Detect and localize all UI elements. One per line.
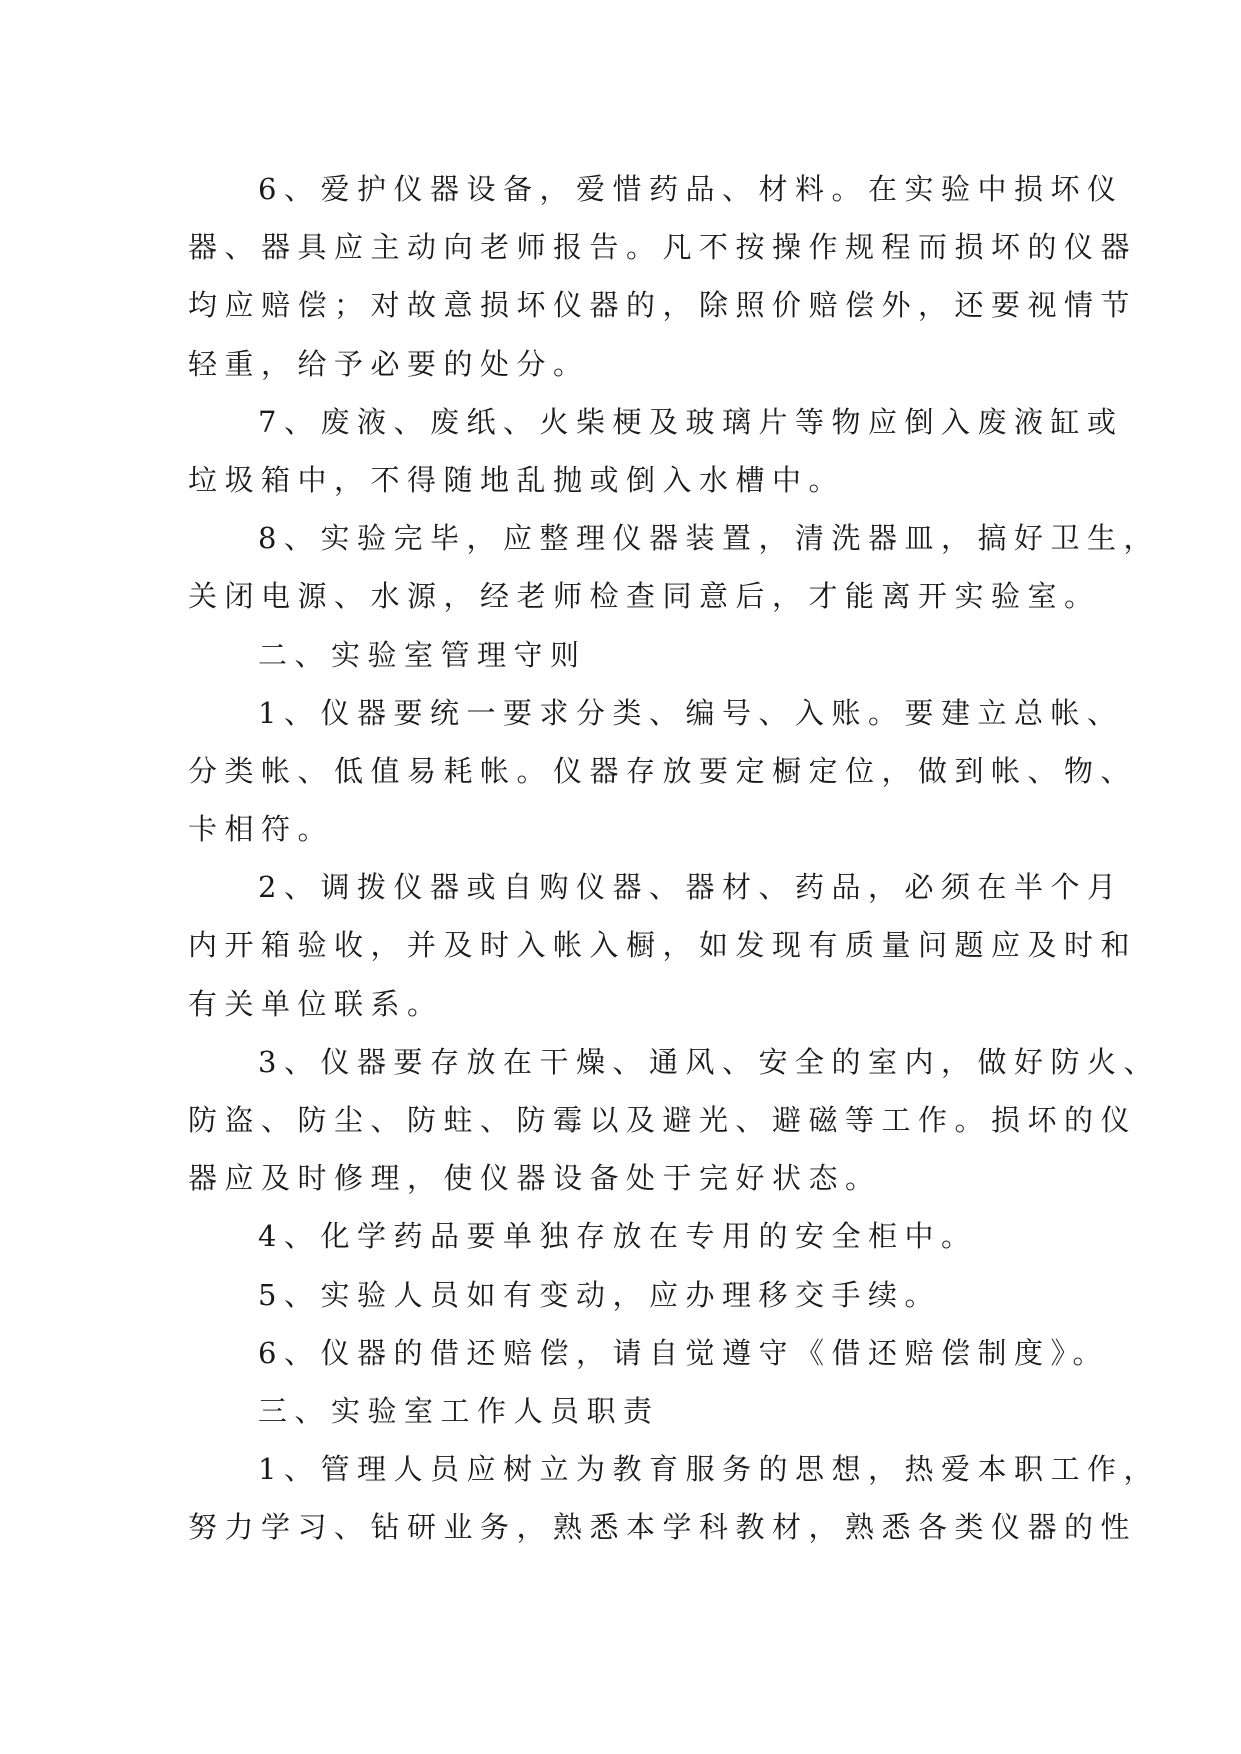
text-line: 6、仪器的借还赔偿，请自觉遵守《借还赔偿制度》。	[258, 1335, 1109, 1370]
text-line: 5、实验人员如有变动，应办理移交手续。	[258, 1277, 941, 1312]
text-line: 有关单位联系。	[188, 986, 444, 1021]
text-line: 轻重，给予必要的处分。	[188, 346, 590, 381]
text-line: 垃圾箱中，不得随地乱抛或倒入水槽中。	[188, 462, 846, 497]
text-line: 3、仪器要存放在干燥、通风、安全的室内，做好防火、	[258, 1044, 1160, 1079]
text-line: 二、实验室管理守则	[258, 637, 587, 672]
document-body	[188, 160, 1160, 1557]
text-line: 三、实验室工作人员职责	[258, 1393, 660, 1428]
text-line: 努力学习、钻研业务，熟悉本学科教材，熟悉各类仪器的性	[188, 1510, 1138, 1545]
text-line: 卡相符。	[188, 812, 335, 847]
text-line: 防盗、防尘、防蛀、防霉以及避光、避磁等工作。损坏的仪	[188, 1103, 1138, 1137]
text-line: 关闭电源、水源，经老师检查同意后，才能离开实验室。	[188, 579, 1101, 614]
text-line: 8、实验完毕，应整理仪器装置，清洗器皿，搞好卫生，	[258, 521, 1160, 556]
text-line: 7、废液、废纸、火柴梗及玻璃片等物应倒入废液缸或	[258, 404, 1124, 439]
text-line: 器应及时修理，使仪器设备处于完好状态。	[188, 1161, 882, 1196]
text-line: 器、器具应主动向老师报告。凡不按操作规程而损坏的仪器	[188, 230, 1138, 265]
text-line: 2、调拨仪器或自购仪器、器材、药品，必须在半个月	[258, 870, 1124, 905]
text-line: 1、管理人员应树立为教育服务的思想，热爱本职工作，	[258, 1452, 1160, 1487]
text-line: 1、仪器要统一要求分类、编号、入账。要建立总帐、	[258, 695, 1124, 730]
text-line: 内开箱验收，并及时入帐入橱，如发现有质量问题应及时和	[188, 928, 1138, 963]
text-line: 分类帐、低值易耗帐。仪器存放要定橱定位，做到帐、物、	[188, 753, 1138, 788]
text-line: 均应赔偿；对故意损坏仪器的，除照价赔偿外，还要视情节	[188, 288, 1138, 323]
text-line: 6、爱护仪器设备，爱惜药品、材料。在实验中损坏仪	[258, 172, 1124, 206]
text-line: 4、化学药品要单独存放在专用的安全柜中。	[258, 1219, 978, 1254]
